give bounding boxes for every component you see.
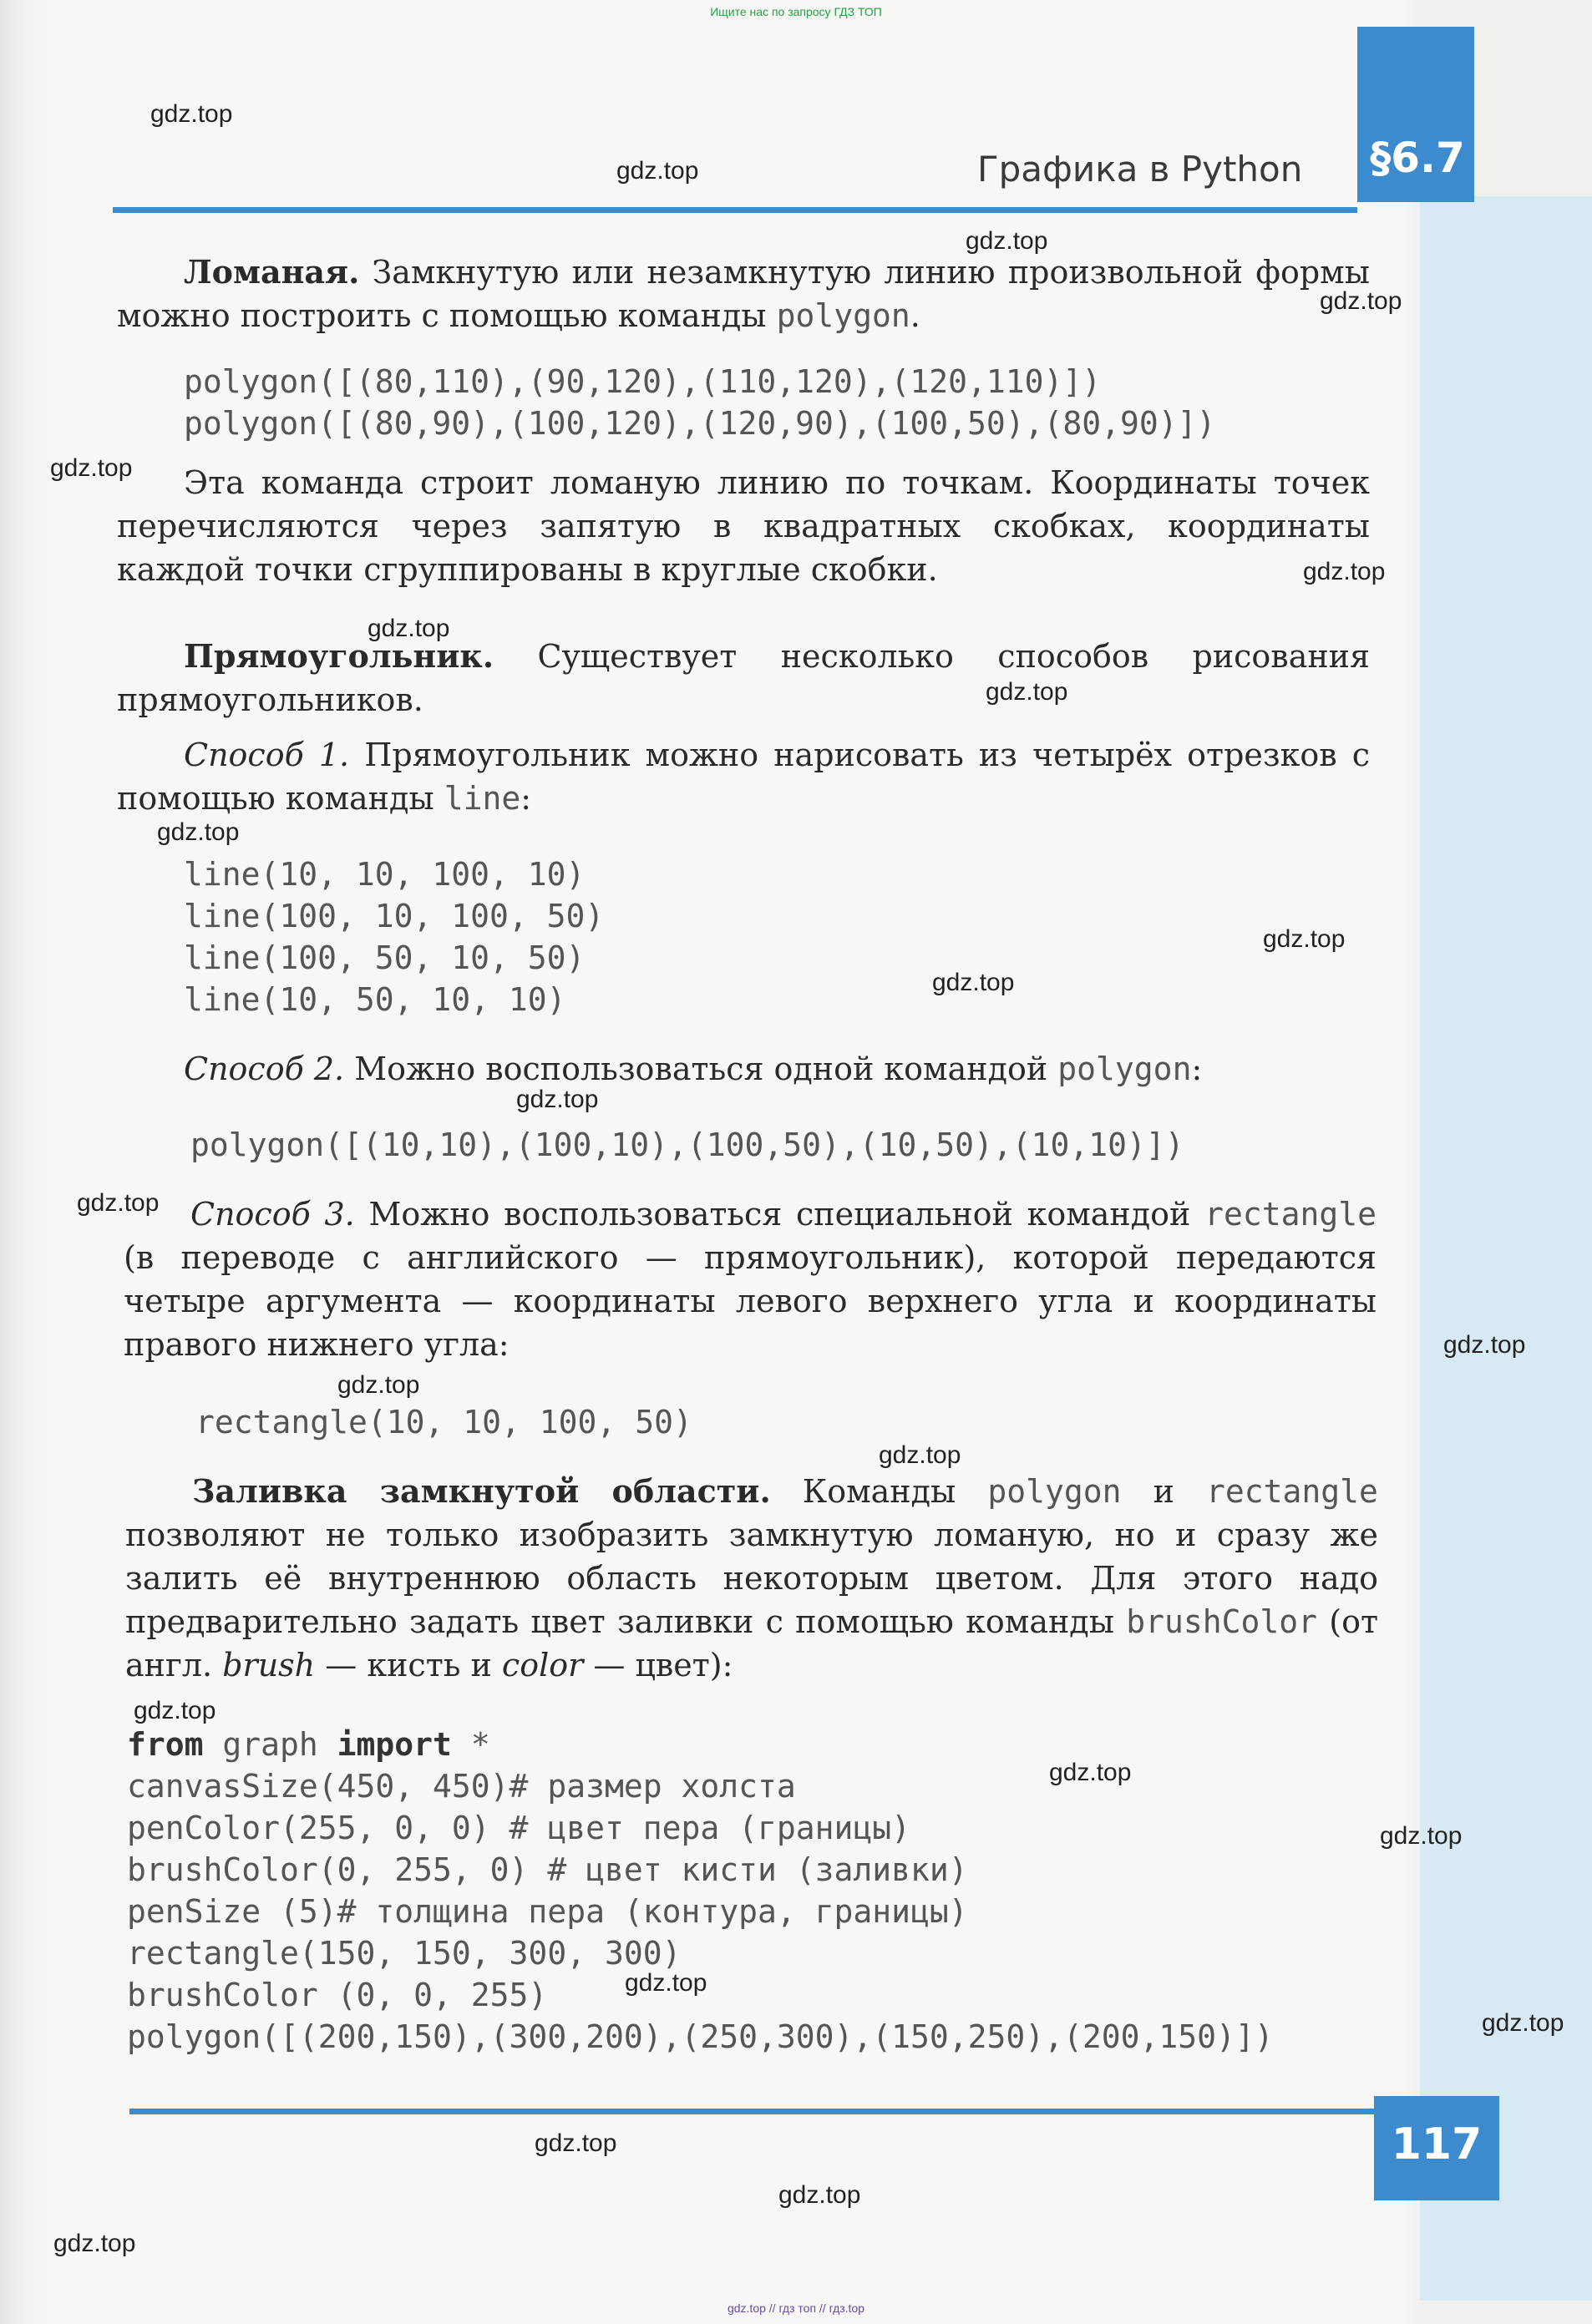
watermark: gdz.top — [1303, 558, 1386, 585]
way1-code-3: line(100, 50, 10, 50) — [184, 939, 586, 976]
polyline-explanation — [117, 461, 1370, 591]
rectangle-cmd: rectangle — [1204, 1196, 1377, 1233]
watermark: gdz.top — [50, 454, 133, 482]
watermark: gdz.top — [337, 1371, 420, 1399]
watermark: gdz.top — [1482, 2009, 1564, 2037]
fill-t2: и — [1153, 1473, 1174, 1510]
way2-colon: : — [1191, 1051, 1203, 1087]
rectangle-heading: Прямоугольник. — [184, 637, 494, 675]
word-brush: brush — [222, 1647, 316, 1684]
right-margin-strip — [1420, 196, 1592, 2301]
polyline-code-1: polygon([(80,110),(90,120),(110,120),(120,110)]) — [184, 363, 1102, 400]
watermark: gdz.top — [150, 100, 233, 128]
page-number: 117 — [1391, 2119, 1483, 2170]
kw-import: import — [337, 1726, 452, 1763]
fill-heading: Заливка замкнутой области. — [192, 1472, 771, 1510]
footer-rule — [129, 2109, 1499, 2114]
watermark: gdz.top — [1380, 1822, 1463, 1850]
watermark: gdz.top — [932, 969, 1015, 996]
polyline-text: Замкнутую или незамкнутую линию произвольной формы можно построить с помощью команды — [117, 254, 1370, 334]
watermark: gdz.top — [986, 678, 1068, 706]
word-color: color — [501, 1647, 584, 1684]
watermark: gdz.top — [53, 2230, 136, 2257]
section-number: §6.7 — [1370, 134, 1465, 182]
watermark: gdz.top — [1320, 287, 1402, 315]
way1-code-1: line(10, 10, 100, 10) — [184, 856, 586, 893]
fill-code-line-7: brushColor (0, 0, 255) — [127, 1977, 548, 2013]
watermark: gdz.top — [535, 2129, 617, 2157]
watermark: gdz.top — [778, 2181, 861, 2209]
watermark: gdz.top — [134, 1697, 216, 1724]
polyline-heading: Ломаная. — [184, 253, 360, 291]
way2-paragraph — [117, 1047, 1370, 1091]
polyline-period: . — [910, 297, 920, 334]
watermark: gdz.top — [616, 157, 699, 185]
polyline-explanation-text: Эта команда строит ломаную линию по точкам. Координаты точек перечисляются через запятую в квадратных скобках, координаты каждой точки сгруппированы в круглые скобки. — [117, 464, 1370, 588]
fill-t1: Команды — [802, 1473, 956, 1510]
way3-text: Можно воспользоваться специальной командой — [368, 1196, 1191, 1233]
way1-text: Прямоугольник можно нарисовать из четырёх отрезков с помощью команды — [117, 737, 1370, 817]
fill-code-line-3: penColor(255, 0, 0) # цвет пера (границы) — [127, 1810, 910, 1846]
watermark: gdz.top — [1443, 1331, 1526, 1359]
fill-rectangle-cmd: rectangle — [1206, 1473, 1378, 1510]
fill-t5: — кисть и — [325, 1647, 492, 1684]
way1-code-4: line(10, 50, 10, 10) — [184, 981, 566, 1018]
watermark: gdz.top — [1263, 925, 1346, 953]
way2-code: polygon([(10,10),(100,10),(100,50),(10,50),(10,10)]) — [190, 1127, 1184, 1163]
way1-paragraph — [117, 733, 1370, 820]
module-name: graph — [203, 1726, 337, 1763]
fill-code-line-2: canvasSize(450, 450)# размер холста — [127, 1768, 796, 1805]
way2-polygon-cmd: polygon — [1057, 1051, 1192, 1087]
watermark: gdz.top — [157, 818, 240, 846]
watermark: gdz.top — [625, 1969, 707, 1997]
way1-label: Способ 1. — [184, 737, 350, 773]
fill-t3: позволяют не только изобразить замкнутую ломаную, но и сразу же залить её внутреннюю область некоторым цветом. Для этого надо предварительно задать цвет заливки с помощью команды — [125, 1516, 1378, 1640]
bottom-note: gdz.top // гдз топ // гдз.top — [727, 2301, 865, 2315]
fill-code-line-5: penSize (5)# толщина пера (контура, границы) — [127, 1893, 968, 1930]
fill-t4: (от англ. — [125, 1603, 1378, 1684]
import-star: * — [451, 1726, 490, 1763]
fill-code-line-1 — [127, 1724, 490, 1765]
fill-t6: — цвет): — [593, 1647, 733, 1684]
fill-code-line-8: polygon([(200,150),(300,200),(250,300),(150,250),(200,150)]) — [127, 2018, 1274, 2055]
fill-paragraph — [125, 1470, 1378, 1687]
way1-code-2: line(100, 10, 100, 50) — [184, 898, 605, 934]
way3-rest: (в переводе с английского — прямоугольник), которой передаются четыре аргумента — координаты левого верхнего угла и координаты правого нижнего угла: — [124, 1239, 1377, 1363]
polyline-paragraph — [117, 251, 1370, 337]
way2-text: Можно воспользоваться одной командой — [354, 1051, 1048, 1087]
top-search-note: Ищите нас по запросу ГДЗ ТОП — [710, 5, 882, 18]
watermark: gdz.top — [368, 615, 450, 642]
fill-code-line-4: brushColor(0, 255, 0) # цвет кисти (заливки) — [127, 1851, 968, 1888]
brushcolor-cmd: brushColor — [1126, 1603, 1317, 1640]
watermark: gdz.top — [879, 1441, 961, 1469]
line-cmd: line — [444, 780, 521, 817]
running-title: Графика в Python — [977, 149, 1303, 190]
way3-label: Способ 3. — [190, 1196, 355, 1233]
rectangle-intro-text: Существует несколько способов рисования прямоугольников. — [117, 638, 1370, 718]
way2-label: Способ 2. — [184, 1051, 345, 1087]
watermark: gdz.top — [1049, 1759, 1132, 1786]
way3-paragraph — [124, 1192, 1377, 1366]
polygon-cmd: polygon — [776, 297, 910, 334]
way3-code: rectangle(10, 10, 100, 50) — [195, 1404, 692, 1440]
kw-from: from — [127, 1726, 204, 1763]
watermark: gdz.top — [966, 227, 1048, 255]
way1-colon: : — [520, 780, 532, 817]
watermark: gdz.top — [77, 1189, 160, 1217]
header-rule — [113, 207, 1357, 213]
watermark: gdz.top — [516, 1086, 599, 1113]
fill-code-line-6: rectangle(150, 150, 300, 300) — [127, 1935, 682, 1972]
polyline-code-2: polygon([(80,90),(100,120),(120,90),(100,50),(80,90)]) — [184, 405, 1216, 442]
rectangle-intro — [117, 635, 1370, 722]
fill-polygon-cmd: polygon — [987, 1473, 1122, 1510]
